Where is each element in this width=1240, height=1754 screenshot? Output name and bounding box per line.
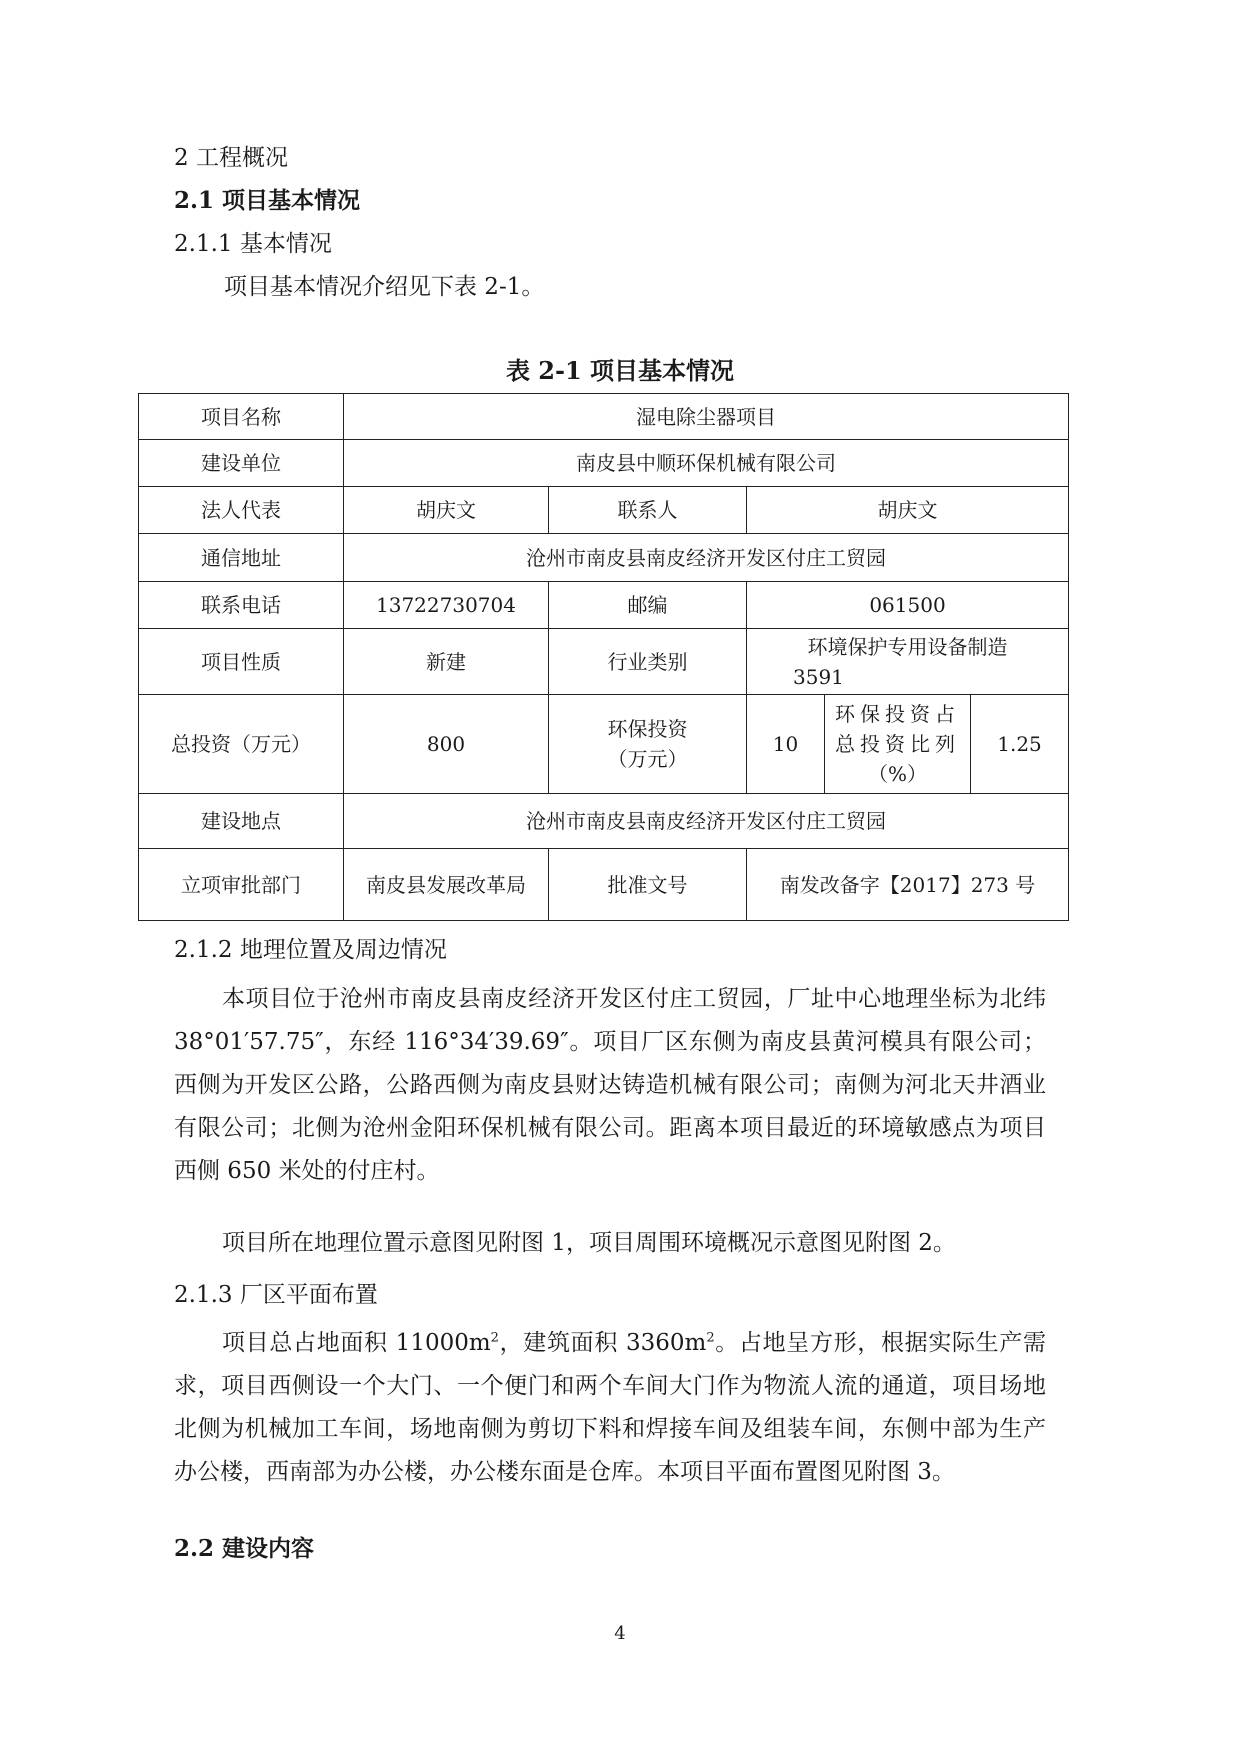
table-row bbox=[139, 394, 1069, 440]
table-cell-value: 沧州市南皮县南皮经济开发区付庄工贸园 bbox=[344, 534, 1069, 582]
page-number: 4 bbox=[614, 1623, 626, 1644]
table-cell-label: 建设单位 bbox=[139, 440, 344, 487]
section-heading-2-1: 2.1 项目基本情况 bbox=[174, 187, 361, 214]
table-cell-value: 061500 bbox=[747, 582, 1069, 629]
chapter-heading: 2 工程概况 bbox=[174, 145, 288, 171]
table-row bbox=[139, 440, 1069, 487]
table-row bbox=[139, 794, 1069, 849]
layout-paragraph bbox=[174, 1322, 1046, 1494]
table-cell-label: 项目名称 bbox=[139, 394, 344, 440]
ratio-label-line: （%） bbox=[867, 762, 927, 786]
table-cell-label: 立项审批部门 bbox=[139, 849, 344, 921]
layout-text: 。占地呈方形，根据实际生产需求，项目西侧设一个大门、一个便门和两个车间大门作为物流人流的通道，项目场地北侧为机械加工车间，场地南侧为剪切下料和焊接车间及组装车间，东侧中部为生产办公楼，西南部为办公楼，办公楼东面是仓库。本项目平面布置图见附图 3。 bbox=[174, 1330, 1046, 1485]
section-heading-2-2: 2.2 建设内容 bbox=[174, 1535, 315, 1562]
table-cell-value: 胡庆文 bbox=[344, 487, 549, 534]
layout-text: ，建筑面积 3360m bbox=[498, 1330, 707, 1356]
table-cell-value: 10 bbox=[747, 695, 825, 794]
table-cell-value: 新建 bbox=[344, 629, 549, 695]
ratio-label-line: 环保投资占 bbox=[835, 702, 960, 726]
table-row bbox=[139, 695, 1069, 794]
subsection-heading-2-1-2: 2.1.2 地理位置及周边情况 bbox=[174, 937, 447, 963]
table-cell-value: 湿电除尘器项目 bbox=[344, 394, 1069, 440]
subsection-heading-2-1-3: 2.1.3 厂区平面布置 bbox=[174, 1282, 378, 1308]
table-row bbox=[139, 582, 1069, 629]
industry-code-line: 3591 bbox=[793, 664, 844, 689]
industry-line: 环境保护专用设备制造 bbox=[807, 634, 1008, 659]
table-cell-label bbox=[825, 695, 971, 794]
table-cell-label: 批准文号 bbox=[549, 849, 747, 921]
figures-paragraph: 项目所在地理位置示意图见附图 1，项目周围环境概况示意图见附图 2。 bbox=[222, 1230, 956, 1256]
table-cell-value: 1.25 bbox=[971, 695, 1069, 794]
ratio-label-line: 总投资比列 bbox=[835, 732, 960, 756]
table-cell-label: 联系人 bbox=[549, 487, 747, 534]
table-cell-label: 行业类别 bbox=[549, 629, 747, 695]
env-invest-label-line: 环保投资 bbox=[607, 717, 688, 741]
table-intro-text: 项目基本情况介绍见下表 2-1。 bbox=[224, 274, 545, 300]
superscript: 2 bbox=[706, 1330, 715, 1346]
table-cell-label: 通信地址 bbox=[139, 534, 344, 582]
layout-text: 项目总占地面积 11000m bbox=[222, 1330, 491, 1356]
location-paragraph: 本项目位于沧州市南皮县南皮经济开发区付庄工贸园，厂址中心地理坐标为北纬 38°01′57.75″，东经 116°34′39.69″。项目厂区东侧为南皮县黄河模具有限公司；西侧为开发区公路，公路西侧为南皮县财达铸造机械有限公司；南侧为河北天井酒业有限公司；北侧为沧州金阳环保机械有限公司。距离本项目最近的环境敏感点为项目西侧 650 米处的付庄村。 bbox=[174, 986, 1046, 1184]
table-cell-value: 800 bbox=[344, 695, 549, 794]
table-row bbox=[139, 849, 1069, 921]
table-row bbox=[139, 534, 1069, 582]
table-cell-label: 法人代表 bbox=[139, 487, 344, 534]
project-info-table bbox=[138, 393, 1069, 921]
table-row bbox=[139, 487, 1069, 534]
table-row bbox=[139, 629, 1069, 695]
table-cell-label: 总投资（万元） bbox=[139, 695, 344, 794]
table-cell-value: 南皮县中顺环保机械有限公司 bbox=[344, 440, 1069, 487]
subsection-heading-2-1-1: 2.1.1 基本情况 bbox=[174, 231, 332, 257]
table-caption: 表 2-1 项目基本情况 bbox=[505, 356, 735, 385]
table-cell-value: 13722730704 bbox=[344, 582, 549, 629]
env-invest-label-line: （万元） bbox=[607, 747, 688, 771]
table-cell-value: 南皮县发展改革局 bbox=[344, 849, 549, 921]
table-cell-label: 建设地点 bbox=[139, 794, 344, 849]
table-cell-label: 项目性质 bbox=[139, 629, 344, 695]
superscript: 2 bbox=[490, 1330, 499, 1346]
table-cell-value bbox=[747, 629, 1069, 695]
table-cell-label: 邮编 bbox=[549, 582, 747, 629]
table-cell-value: 胡庆文 bbox=[747, 487, 1069, 534]
table-cell-value: 南发改备字【2017】273 号 bbox=[747, 849, 1069, 921]
table-cell-value: 沧州市南皮县南皮经济开发区付庄工贸园 bbox=[344, 794, 1069, 849]
table-cell-label: 联系电话 bbox=[139, 582, 344, 629]
table-cell-label bbox=[549, 695, 747, 794]
